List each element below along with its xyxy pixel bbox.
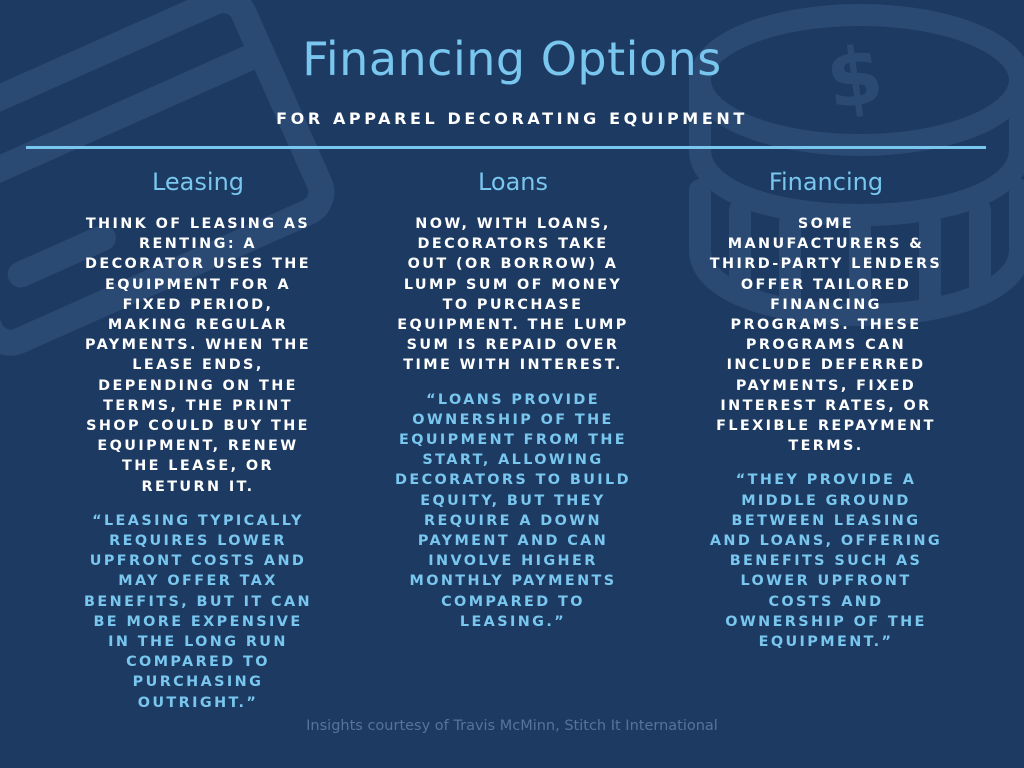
loans-heading: Loans: [477, 168, 549, 196]
title-divider: [26, 146, 986, 149]
loans-quote: “LOANS PROVIDE OWNERSHIP OF THE EQUIPMENT FROM THE START, ALLOWING DECORATORS TO BUILD EQUITY, BUT THEY REQUIRE A DOWN PAYMENT AND CAN INVOLVE HIGHER MONTHLY PAYMENTS COMPARED TO LEASING.”: [395, 391, 631, 630]
svg-text:$: $: [820, 27, 889, 128]
loans-column: [395, 166, 631, 632]
leasing-quote: “LEASING TYPICALLY REQUIRES LOWER UPFRONT COSTS AND MAY OFFER TAX BENEFITS, BUT IT CAN BE MORE EXPENSIVE IN THE LONG RUN COMPARED TO PURCHASING OUTRIGHT.”: [84, 512, 312, 711]
loans-description: NOW, WITH LOANS, DECORATORS TAKE OUT (OR BORROW) A LUMP SUM OF MONEY TO PURCHASE EQUIPMENT. THE LUMP SUM IS REPAID OVER TIME WITH INTEREST.: [397, 216, 629, 374]
page-title: Financing Options: [302, 32, 722, 86]
financing-quote: “THEY PROVIDE A MIDDLE GROUND BETWEEN LEASING AND LOANS, OFFERING BENEFITS SUCH AS LOWER UPFRONT COSTS AND OWNERSHIP OF THE EQUIPMENT.”: [709, 472, 943, 651]
financing-column: [708, 166, 944, 652]
page-subtitle: FOR APPAREL DECORATING EQUIPMENT: [276, 109, 748, 128]
leasing-heading: Leasing: [151, 168, 245, 196]
financing-heading: Financing: [768, 168, 884, 196]
leasing-column: [80, 166, 316, 713]
credit-line: Insights courtesy of Travis McMinn, Stitch It International: [306, 718, 718, 734]
financing-description: SOME MANUFACTURERS & THIRD-PARTY LENDERS OFFER TAILORED FINANCING PROGRAMS. THESE PROGRAMS CAN INCLUDE DEFERRED PAYMENTS, FIXED INTEREST RATES, OR FLEXIBLE REPAYMENT TERMS.: [709, 216, 943, 455]
leasing-description: THINK OF LEASING AS RENTING: A DECORATOR USES THE EQUIPMENT FOR A FIXED PERIOD, MAKING REGULAR PAYMENTS. WHEN THE LEASE ENDS, DEPENDING ON THE TERMS, THE PRINT SHOP COULD BUY THE EQUIPMENT, RENEW THE LEASE, OR RETURN IT.: [85, 216, 311, 495]
